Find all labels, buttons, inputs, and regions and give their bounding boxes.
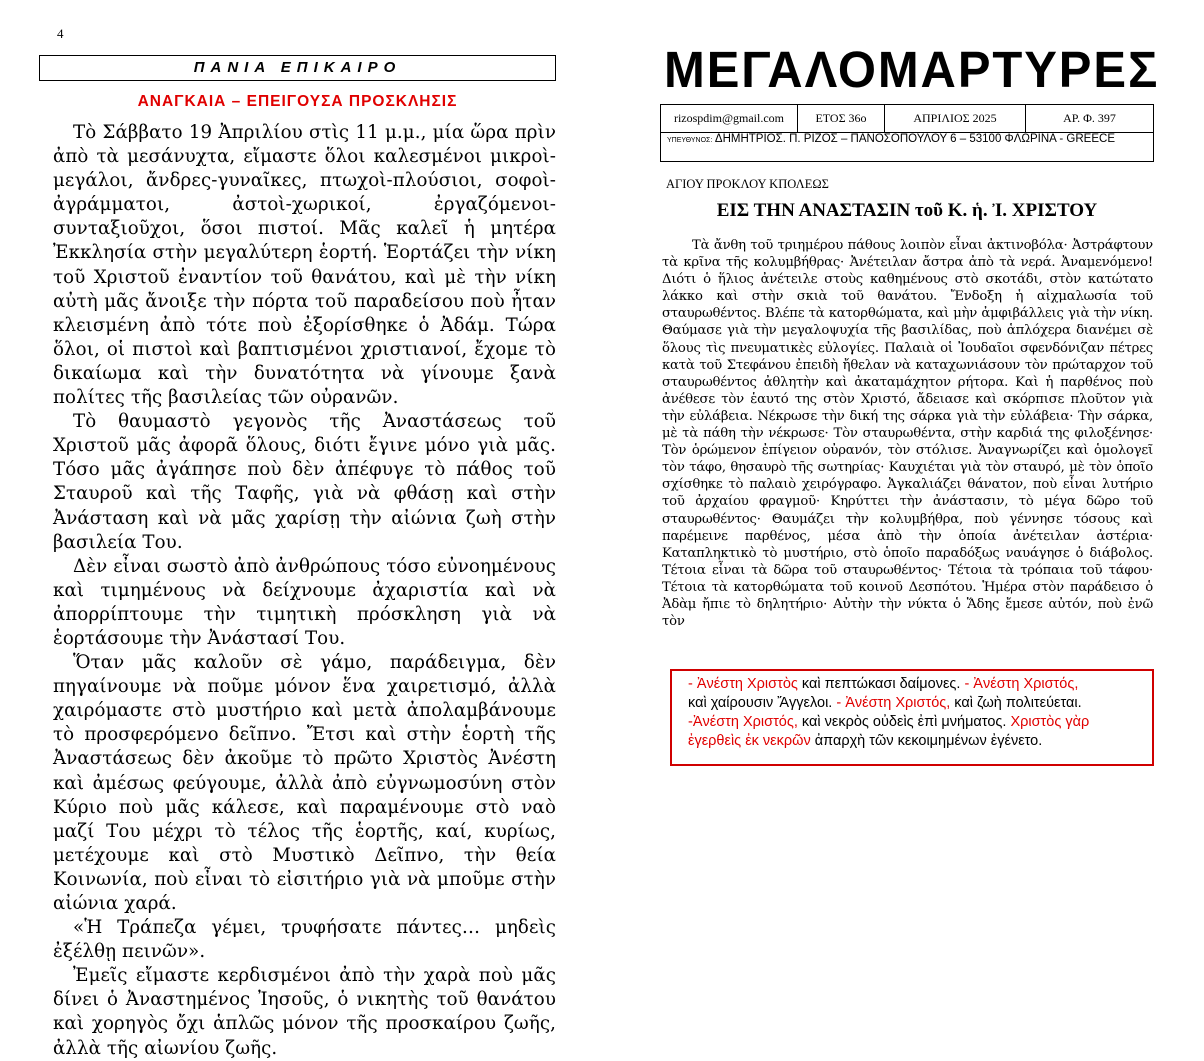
hymn-red-text: - Ἀνέστη Χριστός, <box>836 695 951 711</box>
month-cell: ΑΠΡΙΛΙΟΣ 2025 <box>885 105 1026 132</box>
left-paragraph: Τὸ θαυμαστὸ γεγονὸς τῆς Ἀναστάσεως τοῦ Χριστοῦ μᾶς ἀφορᾶ ὅλους, διότι ἔγινε μόνο γιὰ μᾶς. Τόσο μᾶς ἀγάπησε ποὺ δὲν ἀπέφυγε τὸ πάθος τοῦ Σταυροῦ καὶ τῆς Ταφῆς, γιὰ νὰ φθάσῃ καὶ στὴν Ἀνάσταση καὶ νὰ μᾶς χαρίσῃ τὴν αἰώνια ζωὴ στὴν βασιλεία Του. <box>53 411 556 553</box>
responsible-row <box>661 133 1153 163</box>
left-paragraph: Ἐμεῖς εἴμαστε κερδισμένοι ἀπὸ τὴν χαρὰ ποὺ μᾶς δίνει ὁ Ἀναστημένος Ἰησοῦς, ὁ νικητὴς τοῦ θανάτου καὶ χορηγὸς ὄχι ἁπλῶς μόνον τῆς προσκαίρου ζωῆς, ἀλλὰ τῆς αἰωνίου ζωῆς. <box>53 965 556 1059</box>
hymn-red-text: - Ἀνέστη Χριστὸς <box>688 676 798 692</box>
responsible-label: ΥΠΕΥΘΥΝΟΣ: <box>667 137 713 144</box>
hymn-red-text: Χριστὸς γὰρ <box>1010 714 1090 730</box>
issue-cell: ΑΡ. Φ. 397 <box>1063 111 1116 125</box>
left-paragraph: Ὅταν μᾶς καλοῦν σὲ γάμο, παράδειγμα, δὲν πηγαίνουμε νὰ ποῦμε μόνον ἕνα χαιρετισμό, ἀλλὰ χαιρόμαστε στὸ μυστήριο καὶ μετὰ ἀπολαμβάνουμε τὸ προσφερόμενο δεῖπνο. Ἔτσι καὶ στὴν ἑορτὴ τῆς Ἀναστάσεως δὲν ἀκοῦμε τὸ πρῶτο Χριστὸς Ἀνέστη καὶ ἀμέσως φεύγουμε, ἀλλὰ ἀπὸ εὐγνωμοσύνη στὸν Κύριο ποὺ μᾶς κάλεσε, καὶ παραμένουμε στὸ ναὸ μαζί Του μέχρι τὸ τέλος τῆς ἑορτῆς, καί, κυρίως, μετέχουμε καὶ στὸ Μυστικὸ Δεῖπνο, τὴν θεία Κοινωνία, ποὺ εἶναι τὸ εἰσιτήριο γιὰ νὰ μποῦμε στὴν αἰώνια χαρά. <box>53 652 556 914</box>
hymn-text: καὶ πεπτώκασι δαίμονες. <box>797 676 965 692</box>
hymn-red-text: -Ἀνέστη Χριστός, <box>688 714 798 730</box>
saint-label: ΑΓΙΟΥ ΠΡΟΚΛΟΥ ΚΠΟΛΕΩΣ <box>666 177 829 191</box>
hymn-text: καὶ χαίρουσιν Ἄγγελοι. <box>688 695 837 711</box>
article-title: ΕΙΣ ΤΗΝ ΑΝΑΣΤΑΣΙΝ τοῦ Κ. ἡ. Ἰ. ΧΡΙΣΤΟΥ <box>716 200 1098 221</box>
year-cell: ΕΤΟΣ 36ο <box>798 105 885 132</box>
hymn-line <box>688 675 1136 694</box>
masthead-title: ΜΕΓΑΛΟΜΑΡΤΥΡΕΣ <box>664 41 1160 98</box>
email-cell: rizospdim@gmail.com <box>661 105 798 132</box>
hymn-line <box>688 713 1136 732</box>
right-article-body <box>662 237 1153 630</box>
hymn-text: καὶ νεκρὸς οὐδεὶς ἐπὶ μνήματος. <box>797 714 1011 730</box>
hymn-red-text: ἐγερθεὶς ἐκ νεκρῶν <box>688 733 811 749</box>
page-number: 4 <box>57 26 64 41</box>
hymn-red-text: - Ἀνέστη Χριστός, <box>964 676 1079 692</box>
hymn-text: καὶ ζωὴ πολιτεύεται. <box>950 695 1082 711</box>
hymn-line <box>688 694 1136 713</box>
left-paragraph: Δὲν εἶναι σωστὸ ἀπὸ ἀνθρώπους τόσο εὐνοημένους καὶ τιμημένους νὰ δείχνουμε ἀχαριστία καὶ νὰ ἀπορρίπτουμε τὴν τιμητικὴ πρόσκληση γιὰ νὰ ἑορτάσουμε τὴν Ἀνάστασί Του. <box>53 555 556 649</box>
section-title: ΠΑΝΙΑ ΕΠΙΚΑΙΡΟ <box>193 59 402 76</box>
hymn-line <box>688 732 1136 751</box>
left-paragraph: «Ἡ Τράπεζα γέμει, τρυφήσατε πάντες… μηδεὶς ἐξέλθῃ πεινῶν». <box>53 917 556 963</box>
info-table <box>660 104 1154 162</box>
right-paragraph: Τὰ ἄνθη τοῦ τριημέρου πάθους λοιπὸν εἶναι ἀκτινοβόλα· Ἀστράφτουν τὰ κρῖνα τῆς κολυμβήθρας· Ἀνέτειλαν ἄστρα ἀπὸ τὰ νερά. Ἀναμενόμενο! Διότι ὁ ἥλιος ἀνέτειλε στοὺς καθημένους στὸ σκοτάδι, στὸν κατώτατο λάκκο καὶ στὴν σκιὰ τοῦ θανάτου. Ἔνδοξη ἡ αἰχμαλωσία τοῦ σταυρωθέντος. Βλέπε τὰ κατορθώματα, καὶ μὴν ἀμφιβάλλεις γιὰ τὴν νίκη. Θαύμασε γιὰ τὴν μεγαλοψυχία τῆς βασιλίδας, ποὺ ἁπλόχερα διανέμει σὲ ὅλους τὶς πνευματικὲς εὐλογίες. Παλαιὰ οἱ Ἰουδαῖοι σφενδόνιζαν πέτρες κατὰ τοῦ Στεφάνου ἐπειδὴ ἤθελαν νὰ καταχωνιάσουν τὸν πρώταρχον τοῦ σταυρωθέντος ἀθλητὴν καὶ ἀκαταμάχητον ρήτορα. Καὶ ἡ παρθένος ποὺ ἀνέθεσε τὸν ἑαυτό της στὸν Χριστό, ἄδειασε καὶ σκόρπισε πλοῦτον γιὰ τὴν εὐλάβεια. Νέκρωσε τὴν δική της σάρκα γιὰ τὴν εὐλάβεια· Τὴν σάρκα, μὲ τὰ πάθη τὴν νέκρωσε· Τὸν σταυρωθέντα, στὴν καρδιά της φιλοξένησε· Τὸν ὁρώμενον ἐπίγειον οὐρανόν, τὸν στόλισε. Ἀναγνωρίζει καὶ ὁμολογεῖ τὸν τάφο, θησαυρὸ τῆς σωτηρίας· Καυχιέται γιὰ τὸν σταυρό, μὲ τὸν ὁποῖο σχίσθηκε τὸ παλαιὸ χειρόγραφο. Ἀγκαλιάζει θάνατον, ποὺ εἶναι λυτήριο τοῦ ἀρχαίου φραγμοῦ· Κηρύττει τὴν ἀνάστασιν, τὸ μέγα δῶρο τοῦ σταυρωθέντος· Θαυμάζει τὴν κολυμβήθρα, ποὺ γέννησε τόσους καὶ παρέμεινε παρθένος, μέσα ἀπὸ τὴν ὁποία ἀνέτειλαν ἀστέρια· Καταπληκτικὸ τὸ μυστήριο, στὸ ὁποῖο παραδόξως ναυάγησε ὁ διάβολος. Τέτοια εἶναι τὰ δῶρα τοῦ σταυρωθέντος· Τέτοια τὰ τρόπαια τοῦ τάφου· Τέτοια τὰ κατορθώματα τοῦ κοινοῦ Δεσπότου. Ἡμέρα στὸν παράδεισο ὁ Ἀδὰμ ἤπιε τὸ δηλητήριο· Αὐτὴν τὴν νύκτα ὁ Ἅδης ἔμεσε αὐτόν, ποὺ ἐνῶ τὸν <box>662 238 1153 630</box>
left-heading: ΑΝΑΓΚΑΙΑ – ΕΠΕΙΓΟΥΣΑ ΠΡΟΣΚΛΗΣΙΣ <box>137 93 458 110</box>
paschal-hymn-box <box>670 669 1154 766</box>
left-article-body <box>53 121 556 1061</box>
section-title-box <box>39 55 556 81</box>
responsible-text: ΔΗΜΗΤΡΙΟΣ. Π. ΡΙΖΟΣ – ΠΑΝΟΣΟΠΟΥΛΟΥ 6 – 53100 ΦΛΩΡΙΝΑ - GREECE <box>714 133 1115 145</box>
hymn-text: ἀπαρχὴ τῶν κεκοιμημένων ἐγένετο. <box>810 733 1043 749</box>
info-row <box>661 105 1153 133</box>
left-paragraph: Τὸ Σάββατο 19 Ἀπριλίου στὶς 11 μ.μ., μία ὥρα πρὶν ἀπὸ τὰ μεσάνυχτα, εἴμαστε ὅλοι καλεσμένοι μικροὶ-μεγάλοι, ἄνδρες-γυναῖκες, πτωχοὶ-πλούσιοι, σοφοὶ-ἀγράμματοι, ἀστοὶ-χωρικοί, ἐργαζόμενοι-συνταξιοῦχοι, ὅσοι πιστοί. Μᾶς καλεῖ ἡ μητέρα Ἐκκλησία στὴν μεγαλύτερη ἑορτή. Ἑορτάζει τὴν νίκη τοῦ Χριστοῦ ἐναντίον τοῦ θανάτου, καὶ μὲ τὴν νίκη αὐτὴ μᾶς ἄνοιξε τὴν πόρτα τοῦ παραδείσου ποὺ ἦταν κλεισμένη ἀπὸ τότε ποὺ ἐξορίσθηκε ὁ Ἀδάμ. Τώρα ὅλοι, οἱ πιστοὶ καὶ βαπτισμένοι χριστιανοί, ἔχομε τὸ δικαίωμα καὶ τὴν δυνατότητα νὰ γίνουμε ξανὰ πολίτες τῆς βασιλείας τῶν οὐρανῶν. <box>53 122 556 409</box>
